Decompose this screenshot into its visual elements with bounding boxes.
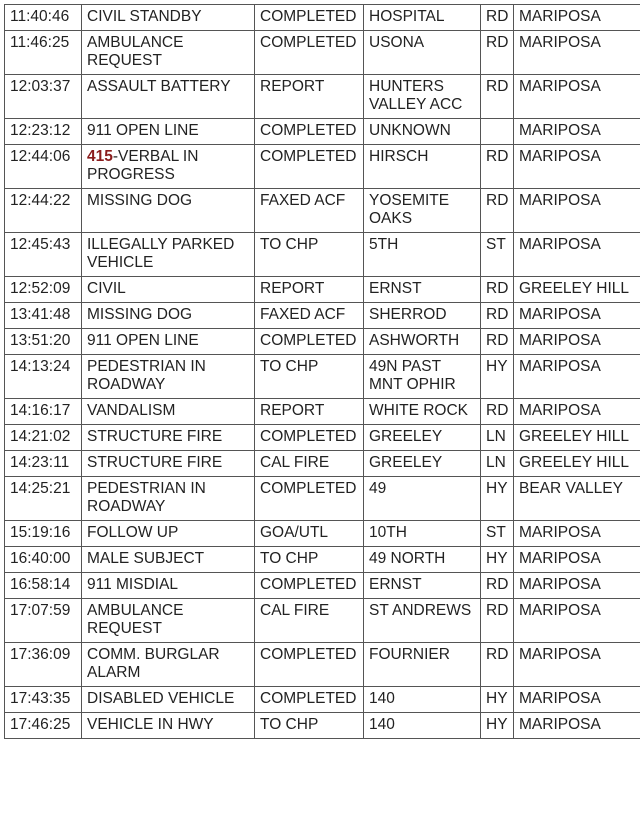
community-cell (514, 75, 640, 119)
table-row (5, 547, 640, 573)
table-row (5, 643, 640, 687)
call-time-cell (5, 75, 82, 119)
location-cell (364, 75, 481, 119)
community-cell (514, 5, 640, 31)
disposition-cell (255, 5, 364, 31)
location-cell (364, 355, 481, 399)
call-time-cell (5, 643, 82, 687)
street-suffix-text: RD (486, 576, 509, 593)
location-cell (364, 547, 481, 573)
disposition-cell (255, 521, 364, 547)
community-cell (514, 599, 640, 643)
community-cell (514, 145, 640, 189)
disposition-text: FAXED ACF (260, 306, 346, 323)
community-cell (514, 277, 640, 303)
street-suffix-cell (481, 477, 514, 521)
location-cell (364, 643, 481, 687)
location-cell (364, 233, 481, 277)
street-suffix-text: HY (486, 690, 508, 707)
community-cell (514, 425, 640, 451)
call-type-text: ASSAULT BATTERY (87, 78, 231, 95)
disposition-text: COMPLETED (260, 428, 357, 445)
disposition-text: TO CHP (260, 716, 319, 733)
community-text: MARIPOSA (519, 8, 601, 25)
call-time-cell (5, 189, 82, 233)
disposition-text: TO CHP (260, 236, 319, 253)
street-suffix-cell (481, 75, 514, 119)
community-cell (514, 687, 640, 713)
call-time-text: 13:51:20 (10, 332, 71, 349)
disposition-text: REPORT (260, 280, 325, 297)
community-cell (514, 477, 640, 521)
call-type-text: STRUCTURE FIRE (87, 454, 223, 471)
call-time-text: 16:58:14 (10, 576, 71, 593)
call-time-text: 12:03:37 (10, 78, 71, 95)
call-time-text: 12:44:22 (10, 192, 71, 209)
call-type-text: AMBULANCE REQUEST (87, 602, 184, 637)
community-text: MARIPOSA (519, 716, 601, 733)
street-suffix-cell (481, 145, 514, 189)
table-row (5, 119, 640, 145)
disposition-cell (255, 713, 364, 739)
call-time-cell (5, 5, 82, 31)
location-cell (364, 477, 481, 521)
call-time-cell (5, 145, 82, 189)
community-text: MARIPOSA (519, 646, 601, 663)
community-cell (514, 643, 640, 687)
table-row (5, 355, 640, 399)
call-time-text: 11:46:25 (10, 34, 70, 51)
community-cell (514, 303, 640, 329)
street-suffix-text: HY (486, 716, 508, 733)
call-type-text: VANDALISM (87, 402, 176, 419)
disposition-text: CAL FIRE (260, 602, 330, 619)
disposition-text: TO CHP (260, 358, 319, 375)
call-type-text: MALE SUBJECT (87, 550, 205, 567)
call-type-cell (82, 599, 255, 643)
call-time-text: 17:07:59 (10, 602, 71, 619)
disposition-text: GOA/UTL (260, 524, 329, 541)
call-time-text: 14:13:24 (10, 358, 71, 375)
street-suffix-cell (481, 547, 514, 573)
call-time-cell (5, 547, 82, 573)
call-type-cell (82, 687, 255, 713)
street-suffix-text: RD (486, 602, 509, 619)
table-row (5, 233, 640, 277)
location-cell (364, 521, 481, 547)
location-text: FOURNIER (369, 646, 450, 663)
disposition-text: COMPLETED (260, 8, 357, 25)
location-text: 10TH (369, 524, 407, 541)
community-cell (514, 521, 640, 547)
table-row (5, 189, 640, 233)
street-suffix-cell (481, 119, 514, 145)
location-cell (364, 189, 481, 233)
disposition-text: COMPLETED (260, 646, 357, 663)
location-cell (364, 119, 481, 145)
street-suffix-text: RD (486, 402, 509, 419)
street-suffix-text: RD (486, 78, 509, 95)
call-type-cell (82, 451, 255, 477)
community-text: MARIPOSA (519, 34, 601, 51)
call-time-cell (5, 303, 82, 329)
call-time-cell (5, 31, 82, 75)
call-type-cell (82, 31, 255, 75)
community-text: MARIPOSA (519, 576, 601, 593)
location-cell (364, 329, 481, 355)
location-text: 49 NORTH (369, 550, 446, 567)
community-text: MARIPOSA (519, 78, 601, 95)
call-type-text: 911 OPEN LINE (87, 122, 199, 139)
call-time-text: 17:36:09 (10, 646, 71, 663)
disposition-cell (255, 355, 364, 399)
call-time-text: 12:45:43 (10, 236, 71, 253)
disposition-text: FAXED ACF (260, 192, 346, 209)
table-row (5, 75, 640, 119)
call-time-text: 17:43:35 (10, 690, 71, 707)
street-suffix-cell (481, 687, 514, 713)
call-time-text: 17:46:25 (10, 716, 71, 733)
location-text: ERNST (369, 280, 422, 297)
community-text: BEAR VALLEY (519, 480, 623, 497)
call-type-text: STRUCTURE FIRE (87, 428, 223, 445)
call-time-text: 13:41:48 (10, 306, 71, 323)
call-time-cell (5, 687, 82, 713)
disposition-text: COMPLETED (260, 332, 357, 349)
call-type-cell (82, 521, 255, 547)
disposition-text: COMPLETED (260, 148, 357, 165)
location-cell (364, 599, 481, 643)
call-time-text: 14:23:11 (10, 454, 70, 471)
location-text: WHITE ROCK (369, 402, 469, 419)
call-time-cell (5, 119, 82, 145)
location-cell (364, 573, 481, 599)
street-suffix-cell (481, 643, 514, 687)
street-suffix-text: RD (486, 34, 509, 51)
penal-code: 415 (87, 148, 113, 165)
table-row (5, 713, 640, 739)
call-time-cell (5, 233, 82, 277)
community-cell (514, 233, 640, 277)
location-text: ERNST (369, 576, 422, 593)
disposition-text: COMPLETED (260, 122, 357, 139)
call-type-cell (82, 643, 255, 687)
disposition-cell (255, 233, 364, 277)
disposition-text: COMPLETED (260, 34, 357, 51)
street-suffix-cell (481, 189, 514, 233)
call-type-cell (82, 573, 255, 599)
disposition-cell (255, 547, 364, 573)
table-row (5, 599, 640, 643)
street-suffix-cell (481, 521, 514, 547)
disposition-cell (255, 573, 364, 599)
disposition-text: COMPLETED (260, 576, 357, 593)
incident-log-table (4, 4, 640, 739)
community-text: GREELEY HILL (519, 454, 629, 471)
location-cell (364, 713, 481, 739)
call-time-cell (5, 399, 82, 425)
disposition-cell (255, 277, 364, 303)
community-text: MARIPOSA (519, 602, 601, 619)
disposition-text: CAL FIRE (260, 454, 330, 471)
disposition-cell (255, 303, 364, 329)
table-row (5, 521, 640, 547)
street-suffix-text: HY (486, 358, 508, 375)
table-row (5, 145, 640, 189)
location-text: GREELEY (369, 428, 443, 445)
street-suffix-text: HY (486, 480, 508, 497)
call-time-cell (5, 329, 82, 355)
location-text: ST ANDREWS (369, 602, 472, 619)
disposition-text: REPORT (260, 78, 325, 95)
call-type-cell (82, 233, 255, 277)
community-cell (514, 399, 640, 425)
call-type-cell (82, 5, 255, 31)
call-type-cell (82, 119, 255, 145)
call-type-text: ILLEGALLY PARKED VEHICLE (87, 236, 235, 271)
table-row (5, 687, 640, 713)
street-suffix-text: RD (486, 280, 509, 297)
street-suffix-text: ST (486, 236, 506, 253)
disposition-cell (255, 119, 364, 145)
street-suffix-text: RD (486, 332, 509, 349)
call-type-text: MISSING DOG (87, 306, 193, 323)
street-suffix-cell (481, 31, 514, 75)
table-row (5, 477, 640, 521)
call-time-text: 14:16:17 (10, 402, 71, 419)
community-cell (514, 329, 640, 355)
community-text: GREELEY HILL (519, 280, 629, 297)
street-suffix-text: RD (486, 646, 509, 663)
street-suffix-cell (481, 599, 514, 643)
table-row (5, 451, 640, 477)
location-cell (364, 451, 481, 477)
call-type-cell (82, 425, 255, 451)
table-row (5, 31, 640, 75)
community-text: MARIPOSA (519, 122, 601, 139)
call-time-cell (5, 277, 82, 303)
disposition-cell (255, 189, 364, 233)
disposition-cell (255, 599, 364, 643)
disposition-cell (255, 477, 364, 521)
disposition-cell (255, 643, 364, 687)
location-text: HOSPITAL (369, 8, 445, 25)
community-cell (514, 713, 640, 739)
community-text: MARIPOSA (519, 402, 601, 419)
location-text: 49N PAST MNT OPHIR (369, 358, 456, 393)
call-time-cell (5, 599, 82, 643)
street-suffix-cell (481, 355, 514, 399)
call-time-text: 12:44:06 (10, 148, 71, 165)
table-row (5, 399, 640, 425)
table-row (5, 425, 640, 451)
location-cell (364, 31, 481, 75)
disposition-cell (255, 329, 364, 355)
location-cell (364, 5, 481, 31)
location-text: 49 (369, 480, 387, 497)
street-suffix-text: RD (486, 8, 509, 25)
call-time-cell (5, 355, 82, 399)
location-cell (364, 277, 481, 303)
location-cell (364, 145, 481, 189)
community-text: MARIPOSA (519, 192, 601, 209)
community-cell (514, 355, 640, 399)
street-suffix-cell (481, 5, 514, 31)
disposition-cell (255, 451, 364, 477)
disposition-cell (255, 145, 364, 189)
street-suffix-text: LN (486, 428, 506, 445)
community-text: MARIPOSA (519, 690, 601, 707)
community-cell (514, 119, 640, 145)
call-time-text: 14:25:21 (10, 480, 71, 497)
community-text: MARIPOSA (519, 332, 601, 349)
disposition-cell (255, 75, 364, 119)
call-time-cell (5, 573, 82, 599)
street-suffix-text: RD (486, 306, 509, 323)
call-type-text: FOLLOW UP (87, 524, 179, 541)
call-time-cell (5, 451, 82, 477)
call-type-cell (82, 399, 255, 425)
location-text: 140 (369, 716, 395, 733)
disposition-text: COMPLETED (260, 480, 357, 497)
community-text: MARIPOSA (519, 358, 601, 375)
disposition-cell (255, 399, 364, 425)
disposition-cell (255, 687, 364, 713)
table-row (5, 573, 640, 599)
call-type-text: COMM. BURGLAR ALARM (87, 646, 220, 681)
location-text: HUNTERS VALLEY ACC (369, 78, 463, 113)
community-cell (514, 31, 640, 75)
location-text: GREELEY (369, 454, 443, 471)
call-type-cell (82, 329, 255, 355)
community-text: MARIPOSA (519, 148, 601, 165)
community-cell (514, 451, 640, 477)
call-type-text: CIVIL STANDBY (87, 8, 202, 25)
street-suffix-cell (481, 713, 514, 739)
incident-log-body (5, 5, 640, 739)
street-suffix-text: RD (486, 148, 509, 165)
disposition-text: TO CHP (260, 550, 319, 567)
call-time-text: 11:40:46 (10, 8, 70, 25)
table-row (5, 303, 640, 329)
location-cell (364, 425, 481, 451)
street-suffix-text: ST (486, 524, 506, 541)
call-type-text: MISSING DOG (87, 192, 193, 209)
disposition-cell (255, 31, 364, 75)
street-suffix-cell (481, 399, 514, 425)
street-suffix-text: LN (486, 454, 506, 471)
call-time-text: 12:52:09 (10, 280, 71, 297)
call-type-text: VEHICLE IN HWY (87, 716, 214, 733)
call-type-text: PEDESTRIAN IN ROADWAY (87, 480, 206, 515)
community-text: MARIPOSA (519, 550, 601, 567)
street-suffix-text: RD (486, 192, 509, 209)
community-cell (514, 547, 640, 573)
street-suffix-cell (481, 277, 514, 303)
street-suffix-cell (481, 329, 514, 355)
street-suffix-cell (481, 451, 514, 477)
call-type-cell (82, 277, 255, 303)
table-row (5, 5, 640, 31)
call-type-text: DISABLED VEHICLE (87, 690, 235, 707)
location-cell (364, 687, 481, 713)
call-type-text: -VERBAL IN PROGRESS (87, 148, 199, 183)
call-type-cell (82, 355, 255, 399)
street-suffix-cell (481, 233, 514, 277)
table-row (5, 277, 640, 303)
community-text: MARIPOSA (519, 236, 601, 253)
call-type-text: CIVIL (87, 280, 126, 297)
table-row (5, 329, 640, 355)
call-type-cell (82, 145, 255, 189)
call-type-text: AMBULANCE REQUEST (87, 34, 184, 69)
community-cell (514, 189, 640, 233)
disposition-text: COMPLETED (260, 690, 357, 707)
call-time-text: 16:40:00 (10, 550, 71, 567)
call-time-cell (5, 521, 82, 547)
call-time-text: 15:19:16 (10, 524, 71, 541)
call-time-cell (5, 477, 82, 521)
street-suffix-cell (481, 303, 514, 329)
community-text: MARIPOSA (519, 524, 601, 541)
call-type-cell (82, 303, 255, 329)
call-time-cell (5, 425, 82, 451)
call-time-text: 12:23:12 (10, 122, 71, 139)
call-time-cell (5, 713, 82, 739)
location-text: 5TH (369, 236, 399, 253)
street-suffix-text: HY (486, 550, 508, 567)
disposition-text: REPORT (260, 402, 325, 419)
location-cell (364, 399, 481, 425)
call-type-cell (82, 547, 255, 573)
location-text: YOSEMITE OAKS (369, 192, 450, 227)
location-text: USONA (369, 34, 425, 51)
community-cell (514, 573, 640, 599)
call-type-cell (82, 713, 255, 739)
call-type-text: 911 MISDIAL (87, 576, 179, 593)
location-text: ASHWORTH (369, 332, 460, 349)
call-type-text: PEDESTRIAN IN ROADWAY (87, 358, 206, 393)
location-text: UNKNOWN (369, 122, 451, 139)
disposition-cell (255, 425, 364, 451)
street-suffix-cell (481, 573, 514, 599)
location-text: HIRSCH (369, 148, 429, 165)
location-text: SHERROD (369, 306, 447, 323)
call-type-cell (82, 477, 255, 521)
call-type-cell (82, 189, 255, 233)
call-type-text: 911 OPEN LINE (87, 332, 199, 349)
street-suffix-cell (481, 425, 514, 451)
location-cell (364, 303, 481, 329)
community-text: GREELEY HILL (519, 428, 629, 445)
call-time-text: 14:21:02 (10, 428, 71, 445)
location-text: 140 (369, 690, 395, 707)
call-type-cell (82, 75, 255, 119)
community-text: MARIPOSA (519, 306, 601, 323)
